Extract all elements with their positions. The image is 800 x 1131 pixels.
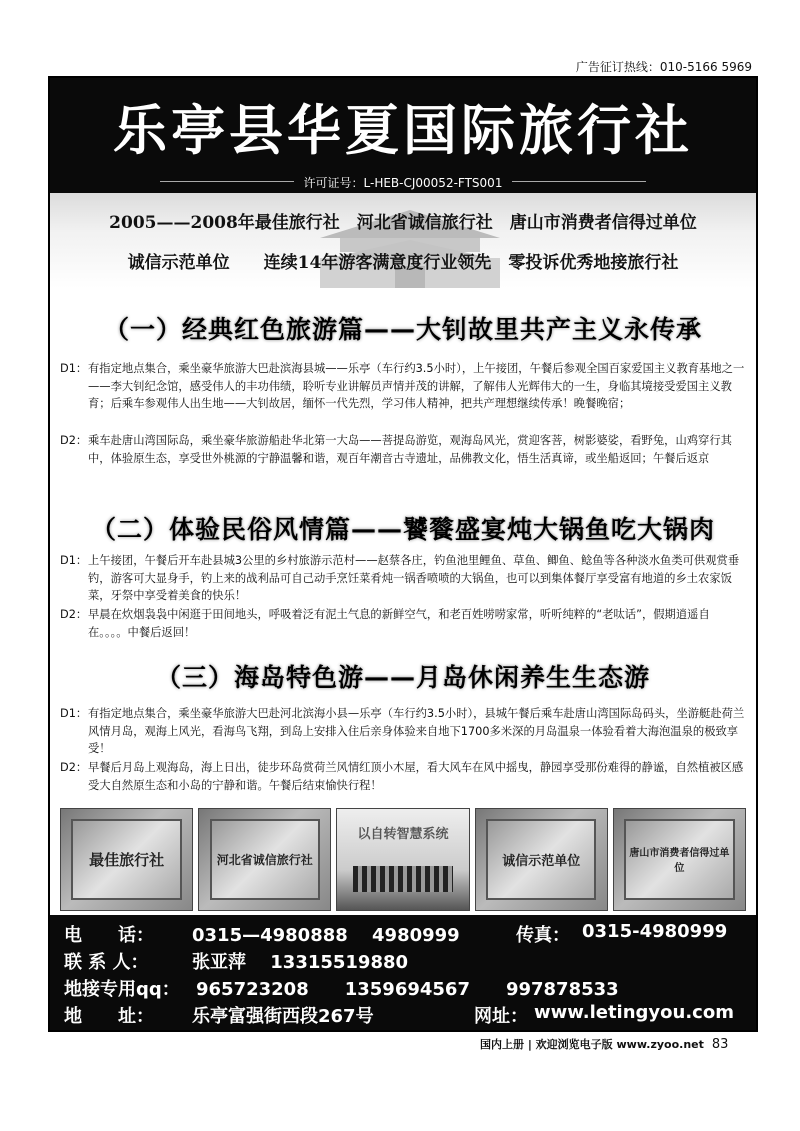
award-photo xyxy=(475,808,608,911)
section-1-day-1 xyxy=(60,360,746,413)
stage-people xyxy=(353,866,453,892)
section-1-day-2 xyxy=(60,432,746,467)
section-1-title: （一）经典红色旅游篇——大钊故里共产主义永传承 xyxy=(103,315,702,344)
section-2-title: （二）体验民俗风情篇——饕餮盛宴炖大锅鱼吃大锅肉 xyxy=(90,515,715,544)
honors-line-1: 2005——2008年最佳旅行社 河北省诚信旅行社 唐山市消费者信得过单位 xyxy=(109,213,697,233)
advertisement-frame xyxy=(48,76,758,1032)
person-label: 联 系 人： xyxy=(64,952,149,973)
header-banner xyxy=(50,78,756,193)
section-2-day-1 xyxy=(60,552,746,605)
stage-banner: 以自转智慧系统 xyxy=(357,827,449,842)
award-photo xyxy=(198,808,331,911)
day-text: 早餐后月岛上观海岛，海上日出，徒步环岛赏荷兰风情红顶小木屋，看大风车在风中摇曳，静园享受那份难得的静谧，自然植被区感受大自然原生态和小岛的宁静和谐。午餐后结束愉快行程！ xyxy=(88,761,744,792)
phone-value: 0315—4980888 4980999 xyxy=(192,925,460,946)
qq-label: 地接专用qq： xyxy=(64,979,180,1000)
contact-panel xyxy=(50,915,756,1030)
website-value: www.letingyou.com xyxy=(534,1002,734,1023)
day-text: 早晨在炊烟袅袅中闲逛于田间地头，呼吸着泛有泥土气息的新鲜空气，和老百姓唠唠家常，听听纯粹的“老呔话”，假期逍遥自在。。。。中餐后返回！ xyxy=(88,608,710,639)
day-label: D2： xyxy=(60,761,88,774)
section-3-title: （三）海岛特色游——月岛休闲养生生态游 xyxy=(155,663,650,692)
person-value: 张亚萍 13315519880 xyxy=(192,952,409,973)
section-2-day-2 xyxy=(60,606,746,641)
award-plaque: 唐山市消费者信得过单位 xyxy=(624,819,734,900)
phone-label: 电 话： xyxy=(64,925,154,946)
day-text: 乘车赴唐山湾国际岛，乘坐豪华旅游船赴华北第一大岛——菩提岛游览，观海岛风光，赏迎客菩，树影婆娑，看野兔，山鸡穿行其中，体验原生态，享受世外桃源的宁静温馨和谐，观百年潮音古寺遗址，品佛教文化，悟生活真谛，或坐船返回；午餐后返京 xyxy=(88,434,732,465)
agency-title: 乐亭县华夏国际旅行社 xyxy=(113,99,693,162)
day-label: D1： xyxy=(60,707,88,720)
website-label: 网址： xyxy=(474,1006,528,1027)
page-footer xyxy=(480,1036,728,1052)
honors-line-2: 诚信示范单位 连续14年游客满意度行业领先 零投诉优秀地接旅行社 xyxy=(127,253,679,273)
license-number xyxy=(50,174,756,191)
fax-label: 传真： xyxy=(516,925,570,946)
day-label: D1： xyxy=(60,362,88,375)
address-value: 乐亭富强街西段267号 xyxy=(192,1006,374,1027)
day-text: 上午接团，午餐后开车赴县城3公里的乡村旅游示范村——赵蔡各庄，钓鱼池里鲤鱼、草鱼、鲫鱼、鲶鱼等各种淡水鱼类可供观赏垂钓，游客可大显身手，钓上来的战利品可自己动手烹饪菜肴炖一锅香喷喷的大锅鱼，也可以到集体餐厅享受富有地道的乡土农家饭菜，牙祭中享受着美食的快乐！ xyxy=(88,554,740,602)
license-text: 许可证号：L-HEB-CJ00052-FTS001 xyxy=(294,176,513,190)
award-photo xyxy=(613,808,746,911)
footer-text: 国内上册 | 欢迎浏览电子版 www.zyoo.net xyxy=(480,1038,704,1051)
section-3-day-1 xyxy=(60,705,746,758)
day-label: D2： xyxy=(60,434,88,447)
award-plaque: 河北省诚信旅行社 xyxy=(210,819,320,900)
day-label: D1： xyxy=(60,554,88,567)
event-photo xyxy=(336,808,469,911)
day-label: D2： xyxy=(60,608,88,621)
day-text: 有指定地点集合，乘坐豪华旅游大巴赴河北滨海小县—乐亭（车行约3.5小时），县城午餐后乘车赴唐山湾国际岛码头，坐游艇赴荷兰风情月岛，观海上风光，看海鸟飞翔，到岛上安排入住后亲身体验来自地下1700多米深的月岛温泉一体验看着大海泡温泉的极致享受！ xyxy=(88,707,745,755)
page-number: 83 xyxy=(711,1037,729,1052)
qq-value: 965723208 1359694567 997878533 xyxy=(196,979,619,1000)
award-plaque: 最佳旅行社 xyxy=(71,819,181,900)
fax-value: 0315-4980999 xyxy=(582,921,728,942)
section-3-day-2 xyxy=(60,759,746,794)
award-plaque: 诚信示范单位 xyxy=(486,819,596,900)
award-photo xyxy=(60,808,193,911)
address-label: 地 址： xyxy=(64,1006,154,1027)
award-photo-strip xyxy=(60,808,746,911)
ad-hotline: 广告征订热线：010-5166 5969 xyxy=(575,60,752,74)
day-text: 有指定地点集合，乘坐豪华旅游大巴赴滨海县城——乐亭（车行约3.5小时），上午接团，午餐后参观全国百家爱国主义教育基地之一——李大钊纪念馆，感受伟人的丰功伟绩，聆听专业讲解员声情并茂的讲解，了解伟人光辉伟大的一生，身临其境接受爱国主义教育；后乘车参观伟人出生地——大钊故居，缅怀一代先烈，学习伟人精神，把共产理想继续传承！晚餐晚宿； xyxy=(88,362,745,410)
